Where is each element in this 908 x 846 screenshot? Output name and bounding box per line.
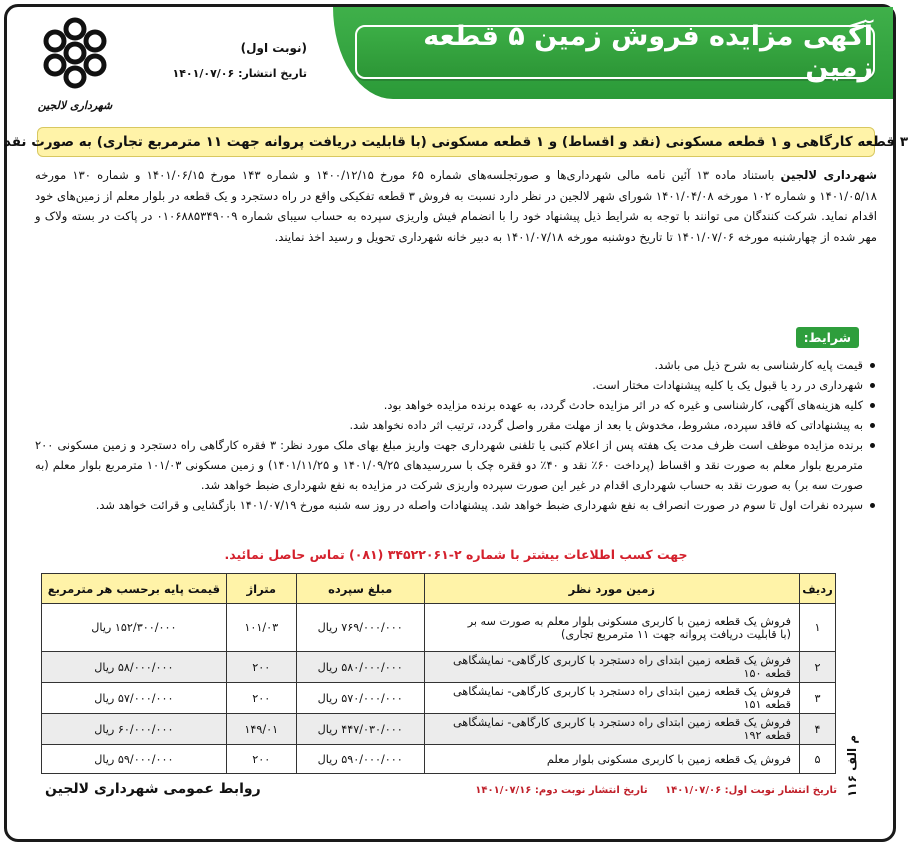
row-deposit: ۵۷۰/۰۰۰/۰۰۰ ریال — [296, 683, 424, 714]
footer-dates — [475, 785, 837, 796]
row-area: ۱۰۱/۰۳ — [226, 604, 296, 652]
conditions-list — [35, 355, 877, 515]
first-publish-date: تاریخ انتشار نوبت اول: ۱۴۰۱/۰۷/۰۶ — [665, 785, 837, 796]
row-deposit: ۷۶۹/۰۰۰/۰۰۰ ریال — [296, 604, 424, 652]
row-area: ۲۰۰ — [226, 683, 296, 714]
condition-item: سپرده نفرات اول تا سوم در صورت انصراف به نفع شهرداری ضبط خواهد شد. پیشنهادات واصله در روز سه شنبه مورخ ۱۴۰۱/۰۷/۱۹ بازگشایی و قرائت خواهد شد. — [35, 495, 877, 515]
row-desc-line: فروش یک قطعه زمین با کاربری مسکونی بلوار معلم به صورت سه بر — [467, 614, 792, 628]
logo-emblem-icon — [31, 17, 119, 97]
table-header-row — [42, 574, 836, 604]
condition-item: کلیه هزینه‌های آگهی، کارشناسی و غیره که در اثر مزایده حادث گردد، به عهده برنده مزایده خواهد بود. — [35, 395, 877, 415]
ad-subtitle: ۳ قطعه کارگاهی و ۱ قطعه مسکونی (نقد و اقساط) و ۱ قطعه مسکونی (با قابلیت دریافت پروانه جهت ۱۱ مترمربع تجاری) به صورت نقد — [37, 127, 875, 157]
land-table — [41, 573, 836, 774]
publish-date: تاریخ انتشار: ۱۴۰۱/۰۷/۰۶ — [172, 67, 307, 80]
row-area: ۲۰۰ — [226, 652, 296, 683]
footer-org: روابط عمومی شهرداری لالجین — [45, 781, 261, 797]
row-desc: فروش یک قطعه زمین ابتدای راه دستجرد با کاربری کارگاهی- نمایشگاهی قطعه ۱۵۱ — [424, 683, 799, 714]
condition-item: برنده مزایده موظف است ظرف مدت یک هفته پس از اعلام کتبی یا تلفنی شهرداری جهت واریز مبلغ بهای ملک مورد نظر: ۳ فقره کارگاهی راه دستجرد و زمین مسکونی ۲۰۰ مترمربع بلوار معلم به صورت نقد و اقساط (پرداخت ۶۰٪ نقد و ۴۰٪ دو فقره چک با سررسیدهای ۱۴۰۱/۰۹/۲۵ و ۱۴۰۱/۱۱/۲۵) و زمین مسکونی ۱۰۱/۰۳ مترمربع بلوار معلم (به صورت سه بر) به صورت نقد به حساب شهرداری اقدام در غیر این صورت سپرده واریزی شرکت در مزایده به نفع شهرداری ضبط خواهد شد. — [35, 435, 877, 495]
header-no: ردیف — [800, 574, 836, 604]
row-base: ۵۹/۰۰۰/۰۰۰ ریال — [42, 745, 227, 774]
row-area: ۱۴۹/۰۱ — [226, 714, 296, 745]
header-desc: زمین مورد نظر — [424, 574, 799, 604]
row-area: ۲۰۰ — [226, 745, 296, 774]
row-desc: فروش یک قطعه زمین ابتدای راه دستجرد با کاربری کارگاهی- نمایشگاهی قطعه ۱۹۲ — [424, 714, 799, 745]
logo-caption: شهرداری لالجین — [37, 99, 113, 112]
row-deposit: ۵۸۰/۰۰۰/۰۰۰ ریال — [296, 652, 424, 683]
ad-title: آگهی مزایده فروش زمین ۵ قطعه زمین — [355, 25, 875, 79]
issue-turn: (نوبت اول) — [240, 41, 307, 55]
row-base: ۶۰/۰۰۰/۰۰۰ ریال — [42, 714, 227, 745]
contact-line: جهت کسب اطلاعات بیشتر با شماره ۲-۳۴۵۲۲۰۶۱ (۰۸۱) تماس حاصل نمائید. — [224, 547, 688, 562]
row-desc: فروش یک قطعه زمین ابتدای راه دستجرد با کاربری کارگاهی- نمایشگاهی قطعه ۱۵۰ — [424, 652, 799, 683]
municipality-logo — [25, 17, 125, 121]
header-area: متراژ — [226, 574, 296, 604]
condition-item: قیمت پایه کارشناسی به شرح ذیل می باشد. — [35, 355, 877, 375]
row-desc: فروش یک قطعه زمین با کاربری مسکونی بلوار معلم — [424, 745, 799, 774]
header-deposit: مبلغ سپرده — [296, 574, 424, 604]
row-base: ۱۵۲/۳۰۰/۰۰۰ ریال — [42, 604, 227, 652]
title-banner — [333, 7, 893, 99]
row-no: ۴ — [800, 714, 836, 745]
row-desc — [424, 604, 799, 652]
header-base: قیمت پایه برحسب هر مترمربع — [42, 574, 227, 604]
condition-item: به پیشنهاداتی که فاقد سپرده، مشروط، مخدوش یا بعد از مهلت مقرر واصل گردد، ترتیب اثر داده نخواهد شد. — [35, 415, 877, 435]
table-row — [42, 714, 836, 745]
table-row — [42, 683, 836, 714]
ad-frame — [3, 4, 908, 842]
intro-text: باستناد ماده ۱۳ آئین نامه مالی شهرداری‌ها و صورتجلسه‌های شماره ۶۵ مورخ ۱۴۰۰/۱۲/۱۵ و شماره ۱۴۳ مورخ ۱۴۰۱/۰۶/۱۵ و شماره ۱۳۰ مورخه ۱۴۰۱/۰۵/۱۸ و شماره ۱۰۲ مورخه ۱۴۰۱/۰۴/۰۸ شورای شهر لالجین در نظر دارد نسبت به فروش ۳ قطعه تفکیکی واقع در راه دستجرد و یک قطعه در بلوار معلم از زمین‌های خود اقدام نماید. شرکت کنندگان می توانند با توجه به شرایط ذیل پیشنهاد خود را با انضمام فیش واریزی سپرده به حساب سیبای شماره ۰۱۰۶۸۸۵۳۴۹۰۰۹ در پاکت در بسته ولاک و مهر شده از چهارشنبه مورخه ۱۴۰۱/۰۷/۰۶ تا تاریخ دوشنبه مورخه ۱۴۰۱/۰۷/۱۸ به دبیر خانه شهرداری تحویل و رسید اخذ نمایند. — [35, 168, 877, 244]
row-desc-line2: (با قابلیت دریافت پروانه جهت ۱۱ مترمربع تجاری) — [561, 627, 792, 641]
intro-org: شهرداری لالجین — [780, 168, 878, 182]
condition-item: شهرداری در رد یا قبول یک یا کلیه پیشنهادات مختار است. — [35, 375, 877, 395]
conditions-heading: شرایط: — [796, 327, 859, 348]
intro-paragraph — [35, 165, 877, 247]
row-base: ۵۸/۰۰۰/۰۰۰ ریال — [42, 652, 227, 683]
table-row — [42, 604, 836, 652]
table-row — [42, 652, 836, 683]
row-deposit: ۵۹۰/۰۰۰/۰۰۰ ریال — [296, 745, 424, 774]
row-no: ۱ — [800, 604, 836, 652]
table-row — [42, 745, 836, 774]
second-publish-date: تاریخ انتشار نوبت دوم: ۱۴۰۱/۰۷/۱۶ — [475, 785, 648, 796]
row-base: ۵۷/۰۰۰/۰۰۰ ریال — [42, 683, 227, 714]
row-deposit: ۴۴۷/۰۳۰/۰۰۰ ریال — [296, 714, 424, 745]
row-no: ۳ — [800, 683, 836, 714]
row-no: ۵ — [800, 745, 836, 774]
row-no: ۲ — [800, 652, 836, 683]
issue-info — [157, 41, 307, 80]
side-code: م الف ۱۱۶ — [845, 734, 859, 798]
